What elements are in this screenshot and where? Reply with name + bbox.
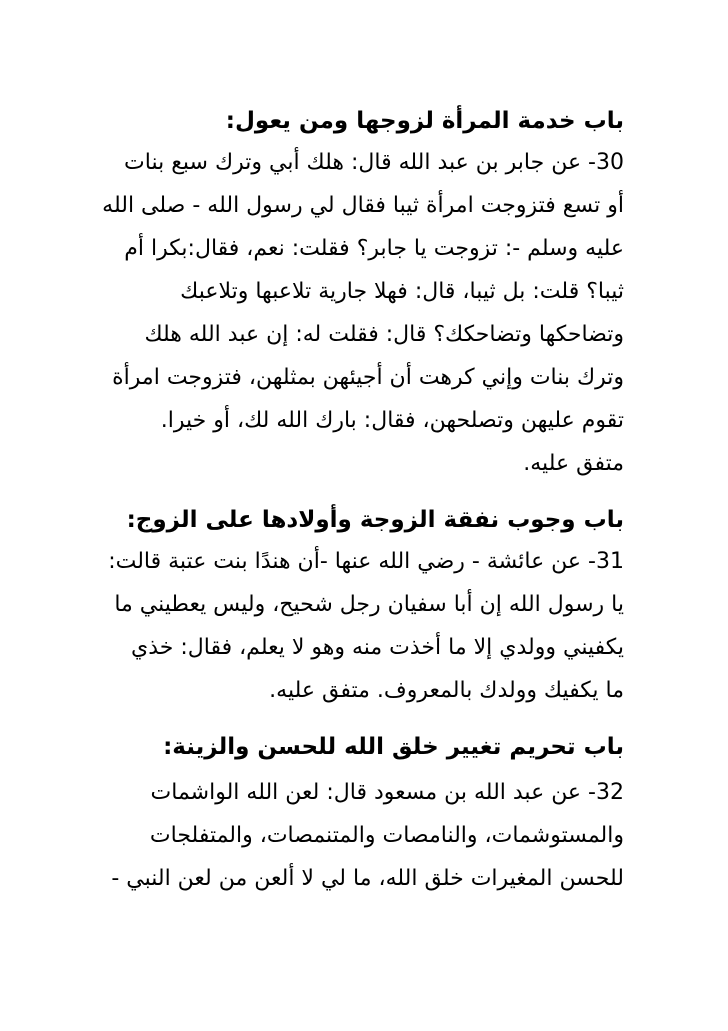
text-line: 31- عن عائشة - رضي الله عنها -أن هندًا بنت عتبة قالت: — [108, 549, 624, 574]
section-heading: باب خدمة المرأة لزوجها ومن يعول: — [225, 108, 624, 134]
text-line: 32- عن عبد الله بن مسعود قال: لعن الله الواشمات — [150, 780, 624, 805]
text-line: يا رسول الله إن أبا سفيان رجل شحيح، وليس يعطيني ما — [114, 592, 624, 617]
text-line: وتضاحكها وتضاحكك؟ قال: فقلت له: إن عبد الله هلك — [144, 322, 624, 347]
text-line: 30- عن جابر بن عبد الله قال: هلك أبي وترك سبع بنات — [124, 150, 624, 175]
text-line: متفق عليه. — [523, 451, 624, 476]
text-line: تقوم عليهن وتصلحهن، فقال: بارك الله لك، أو خيرا. — [160, 408, 624, 433]
text-line: وترك بنات وإني كرهت أن أجيئهن بمثلهن، فتزوجت امرأة — [112, 365, 624, 390]
section-heading: باب وجوب نفقة الزوجة وأولادها على الزوج: — [126, 507, 624, 533]
text-line: للحسن المغيرات خلق الله، ما لي لا ألعن من لعن النبي - — [111, 866, 624, 891]
text-line: والمستوشمات، والنامصات والمتنمصات، والمتفلجات — [149, 823, 624, 848]
text-line: ثيبا؟ قلت: بل ثيبا، قال: فهلا جارية تلاعبها وتلاعبك — [180, 279, 624, 304]
text-line: أو تسع فتزوجت امرأة ثيبا فقال لي رسول الله - صلى الله — [102, 193, 624, 218]
section-heading: باب تحريم تغيير خلق الله للحسن والزينة: — [163, 734, 624, 760]
text-line: عليه وسلم -: تزوجت يا جابر؟ فقلت: نعم، فقال:بكرا أم — [124, 236, 624, 261]
text-line: يكفيني وولدي إلا ما أخذت منه وهو لا يعلم، فقال: خذي — [130, 635, 624, 660]
text-line: ما يكفيك وولدك بالمعروف. متفق عليه. — [269, 678, 624, 703]
